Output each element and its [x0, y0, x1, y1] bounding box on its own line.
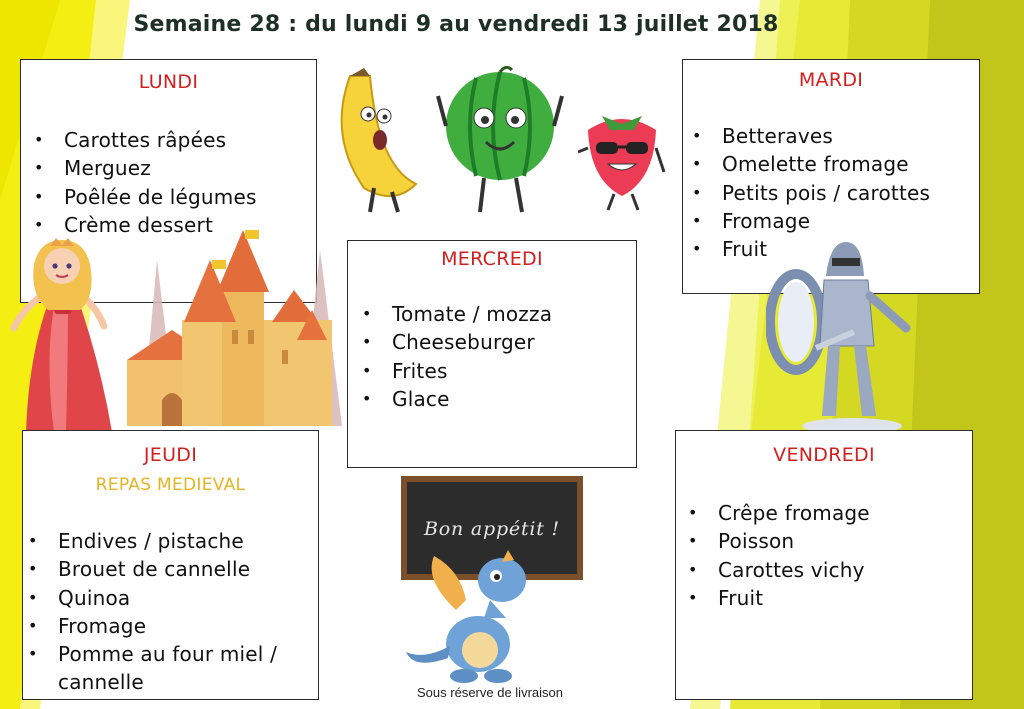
menu-item: • Merguez [27, 154, 257, 182]
day-label-jeudi: JEUDI [143, 444, 198, 466]
chalkboard-text: Bon appétit ! [424, 518, 560, 540]
page-title: Semaine 28 : du lundi 9 au vendredi 13 juillet 2018 [133, 12, 779, 37]
menu-item: • Poêlée de légumes [27, 183, 257, 211]
strawberry-character [578, 100, 666, 212]
day-label-lundi: LUNDI [138, 71, 199, 93]
day-label-mardi: MARDI [798, 69, 864, 91]
day-label-mercredi: MERCREDI [441, 248, 543, 270]
day-box-vendredi [675, 430, 973, 700]
day-label-vendredi: VENDREDI [773, 444, 875, 466]
menu-item: • Betteraves [685, 122, 930, 150]
menu-item: • Fruit [685, 235, 930, 263]
dragon-illustration [404, 540, 534, 684]
menu-item: • Frites [355, 357, 552, 385]
day-subtitle-jeudi: REPAS MEDIEVAL [95, 475, 246, 495]
menu-item: • Fromage [21, 612, 311, 640]
menu-item: • Carottes vichy [681, 556, 870, 584]
menu-item: • Petits pois / carottes [685, 179, 930, 207]
menu-item: • Tomate / mozza [355, 300, 552, 328]
menu-item: • Crêpe fromage [681, 499, 870, 527]
menu-item: • Pomme au four miel / [21, 640, 311, 668]
menu-item: • Brouet de cannelle [21, 555, 311, 583]
day-box-jeudi [22, 430, 319, 700]
watermelon-character [436, 66, 566, 216]
day-box-mercredi [347, 240, 637, 468]
menu-list-vendredi [681, 499, 870, 612]
menu-list-lundi [27, 126, 257, 239]
menu-item: • Omelette fromage [685, 150, 930, 178]
menu-item: • Glace [355, 385, 552, 413]
menu-item: • Fruit [681, 584, 870, 612]
menu-item-continuation: cannelle [58, 670, 144, 695]
menu-item: • Endives / pistache [21, 527, 311, 555]
menu-item: • Quinoa [21, 584, 311, 612]
menu-item: • Crème dessert [27, 211, 257, 239]
banana-character [334, 66, 426, 216]
menu-list-jeudi [21, 527, 311, 697]
menu-item: • Cheeseburger [355, 328, 552, 356]
castle-illustration [122, 230, 352, 430]
menu-item: • Carottes râpées [27, 126, 257, 154]
delivery-note: Sous réserve de livraison [417, 685, 563, 700]
knight-illustration [766, 236, 916, 436]
princess-illustration [4, 236, 122, 436]
menu-item: • Poisson [681, 527, 870, 555]
menu-item: • Fromage [685, 207, 930, 235]
menu-list-mercredi [355, 300, 552, 413]
